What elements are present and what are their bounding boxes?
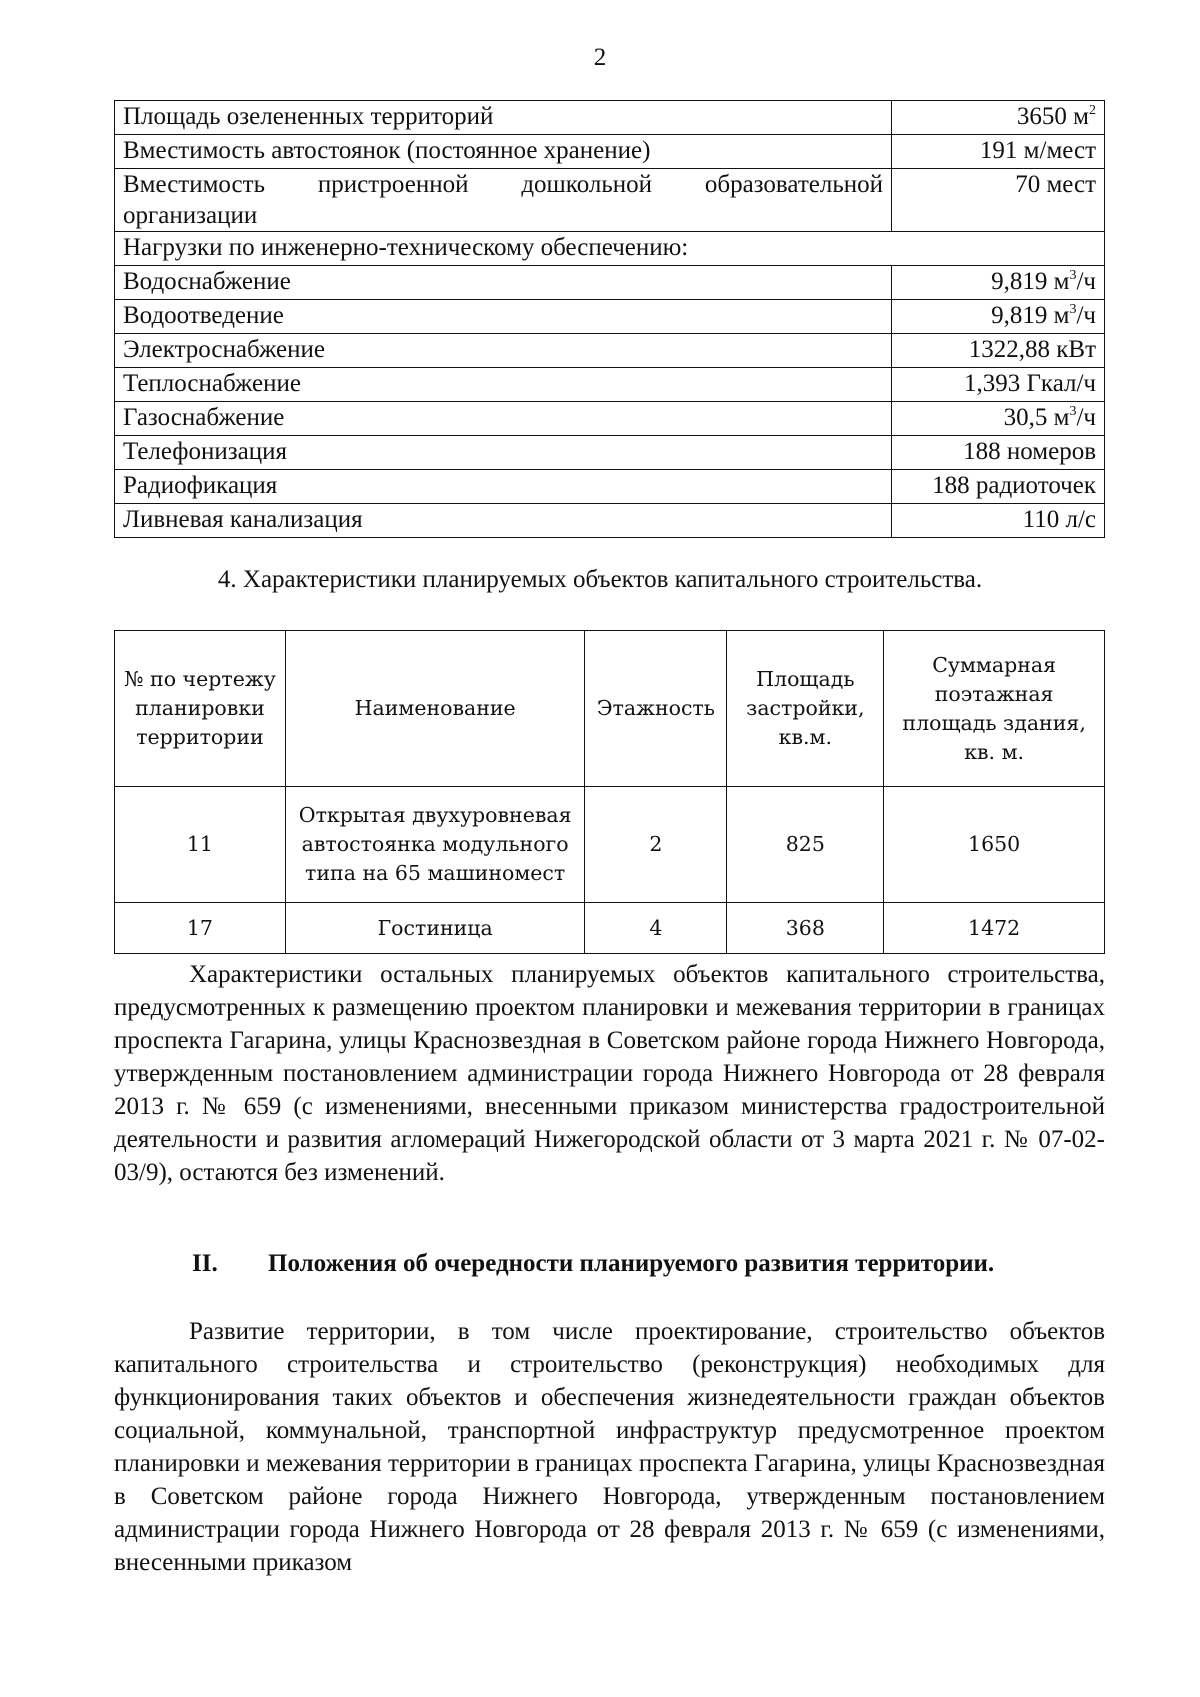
table-row	[115, 169, 1105, 232]
indicator-label: Электроснабжение	[115, 334, 892, 368]
indicator-value: 1,393 Гкал/ч	[892, 368, 1105, 402]
column-header-drawing-number: № по чертежу планировки территории	[115, 631, 286, 787]
objects-table	[114, 630, 1105, 954]
table-row	[115, 436, 1105, 470]
indicator-label: Газоснабжение	[115, 402, 892, 436]
table-row	[115, 334, 1105, 368]
indicator-value: 188 номеров	[892, 436, 1105, 470]
table-row	[115, 787, 1105, 903]
table-cell: 17	[115, 903, 286, 954]
column-header-floors: Этажность	[585, 631, 727, 787]
column-header-total-floor-area: Суммарная поэтажная площадь здания, кв. м.	[884, 631, 1105, 787]
column-header-name: Наименование	[285, 631, 585, 787]
table-row	[115, 266, 1105, 300]
indicator-value: 30,5 $м^3/ч$	[892, 402, 1105, 436]
table-row	[115, 300, 1105, 334]
table-row	[115, 101, 1105, 135]
table-header-row	[115, 631, 1105, 787]
table-row	[115, 504, 1105, 538]
table-row	[115, 368, 1105, 402]
column-header-building-area: Площадь застройки, кв.м.	[727, 631, 884, 787]
indicator-value: 188 радиоточек	[892, 470, 1105, 504]
indicator-value: 3650 $м^2$	[892, 101, 1105, 135]
table-cell: 1472	[884, 903, 1105, 954]
table-cell: Гостиница	[285, 903, 585, 954]
table-row	[115, 903, 1105, 954]
page-number: 2	[593, 44, 607, 71]
table-cell: 2	[585, 787, 727, 903]
indicator-label: Вместимость пристроенной дошкольной образовательной организации	[115, 169, 892, 232]
paragraph-other-objects: Характеристики остальных планируемых объектов капитального строительства, предусмотренных к размещению проектом планировки и межевания территории в границах проспекта Гагарина, улицы Краснозвездная в Советском районе города Нижнего Новгорода, утвержденным постановлением администрации города Нижнего Новгорода от 28 февраля 2013 г. № 659 (с изменениями, внесенными приказом министерства градостроительной деятельности и развития агломераций Нижегородской области от 3 марта 2021 г. № 07-02-03/9), остаются без изменений.	[114, 961, 1105, 1186]
table-cell: 1650	[884, 787, 1105, 903]
indicator-label: Водоснабжение	[115, 266, 892, 300]
indicator-label: Теплоснабжение	[115, 368, 892, 402]
indicator-value: 9,819 $м^3/ч$	[892, 266, 1105, 300]
section-2-heading	[192, 1250, 994, 1278]
section-2-number: II.	[192, 1250, 218, 1277]
table-cell: 11	[115, 787, 286, 903]
table-row	[115, 135, 1105, 169]
table-cell: 368	[727, 903, 884, 954]
indicator-label: Водоотведение	[115, 300, 892, 334]
table-row	[115, 402, 1105, 436]
indicator-label: Ливневая канализация	[115, 504, 892, 538]
indicator-value: 70 мест	[892, 169, 1105, 232]
indicator-label: Вместимость автостоянок (постоянное хранение)	[115, 135, 892, 169]
paragraph-development-sequence: Развитие территории, в том числе проектирование, строительство объектов капитального строительства и строительство (реконструкция) необходимых для функционирования таких объектов и обеспечения жизнедеятельности граждан объектов социальной, коммунальной, транспортной инфраструктур предусмотренное проектом планировки и межевания территории в границах проспекта Гагарина, улицы Краснозвездная в Советском районе города Нижнего Новгорода, утвержденным постановлением администрации города Нижнего Новгорода от 28 февраля 2013 г. № 659 (с изменениями, внесенными приказом	[114, 1318, 1105, 1576]
indicator-label: Площадь озелененных территорий	[115, 101, 892, 135]
indicator-label: Телефонизация	[115, 436, 892, 470]
indicator-value: 191 м/мест	[892, 135, 1105, 169]
table-cell: 4	[585, 903, 727, 954]
table-cell: 825	[727, 787, 884, 903]
section-2-title: Положения об очередности планируемого развития территории.	[268, 1250, 995, 1277]
indicator-value: 1322,88 кВт	[892, 334, 1105, 368]
indicator-value: 110 л/с	[892, 504, 1105, 538]
indicators-table	[114, 100, 1105, 538]
table-cell: Открытая двухуровневая автостоянка модульного типа на 65 машиномест	[285, 787, 585, 903]
indicator-value: 9,819 $м^3/ч$	[892, 300, 1105, 334]
section-4-title: 4. Характеристики планируемых объектов капитального строительства.	[217, 566, 983, 593]
table-row	[115, 470, 1105, 504]
indicator-group-label: Нагрузки по инженерно-техническому обеспечению:	[115, 232, 1105, 266]
table-row	[115, 232, 1105, 266]
indicator-label: Радиофикация	[115, 470, 892, 504]
